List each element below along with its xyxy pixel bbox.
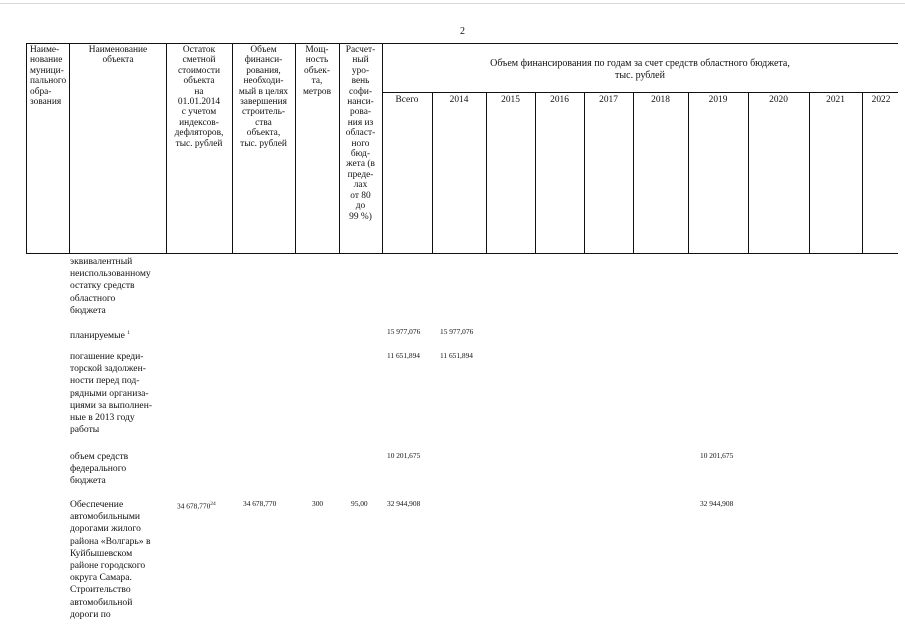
cell-road-volume: 34 678,770 <box>243 499 277 508</box>
years-top-border <box>382 92 898 93</box>
header-top-border <box>26 43 898 44</box>
header-remaining-cost: Остаток сметной стоимости объекта на 01.01.2014 с учетом индексов- дефляторов, тыс. рублей <box>174 45 224 149</box>
cell-planned-2014: 15 977,076 <box>440 327 474 336</box>
cell-federal-2019: 10 201,675 <box>700 451 734 460</box>
header-object-name: Наименование объекта <box>88 45 148 66</box>
cell-road-total: 32 944,908 <box>387 499 421 508</box>
header-year-2015: 2015 <box>501 95 520 105</box>
header-bottom-border <box>26 253 898 254</box>
footnote-mark: 1 <box>127 330 130 336</box>
cell-planned-total: 15 977,076 <box>387 327 421 336</box>
cell-road-level: 95,00 <box>351 499 368 508</box>
top-edge-line <box>0 3 905 4</box>
page-number: 2 <box>460 26 465 37</box>
header-year-2021: 2021 <box>826 95 845 105</box>
cell-debt-total: 11 651,894 <box>387 351 420 360</box>
row-planned: планируемые $^1$ <box>70 330 130 342</box>
row-equivalent-remaining: эквивалентный неиспользованному остатку средств областного бюджета <box>70 256 151 316</box>
cell-road-capacity: 300 <box>312 499 324 508</box>
header-year-2019: 2019 <box>708 95 728 105</box>
row-road-construction: Обеспечение автомобильными дорогами жилого района «Волгарь» в Куйбышевском районе городского округа Самара. Строительство автомобильной дороги по <box>70 499 151 620</box>
row-federal-funds: объем средств федерального бюджета <box>70 451 129 487</box>
header-municipality: Наиме- нование муници- пального обра- зования <box>30 45 67 108</box>
header-year-2022: 2022 <box>871 95 891 105</box>
row-debt-repayment: погашение креди- торской задолжен- ности перед под- рядными организа- циями за выполнен- ные в 2013 году работы <box>70 351 153 436</box>
header-year-2016: 2016 <box>550 95 569 105</box>
header-year-total: Всего <box>395 95 419 105</box>
header-year-2017: 2017 <box>599 95 618 105</box>
header-financing-volume: Объем финанси- рования, необходи- мый в целях завершения строитель- ства объекта, тыс. рублей <box>238 45 289 149</box>
header-cofinancing-level: Расчет- ный уро- вень софи- нанси- рова- ния из област- ного бюд- жета (в преде- лах от 80 до 99 %) <box>345 45 376 222</box>
header-year-2020: 2020 <box>769 95 788 105</box>
cell-debt-2014: 11 651,894 <box>440 351 473 360</box>
header-year-2014: 2014 <box>449 95 469 105</box>
cell-road-2019: 32 944,908 <box>700 499 734 508</box>
header-financing-title: Объем финансирования по годам за счет средств областного бюджета, тыс. рублей <box>490 58 790 81</box>
header-year-2018: 2018 <box>651 95 670 105</box>
header-capacity: Мощ- ность объек- та, метров <box>302 45 332 97</box>
cell-federal-total: 10 201,675 <box>387 451 421 460</box>
cell-road-remaining: 34 678,770$^{24}$ <box>177 501 216 511</box>
